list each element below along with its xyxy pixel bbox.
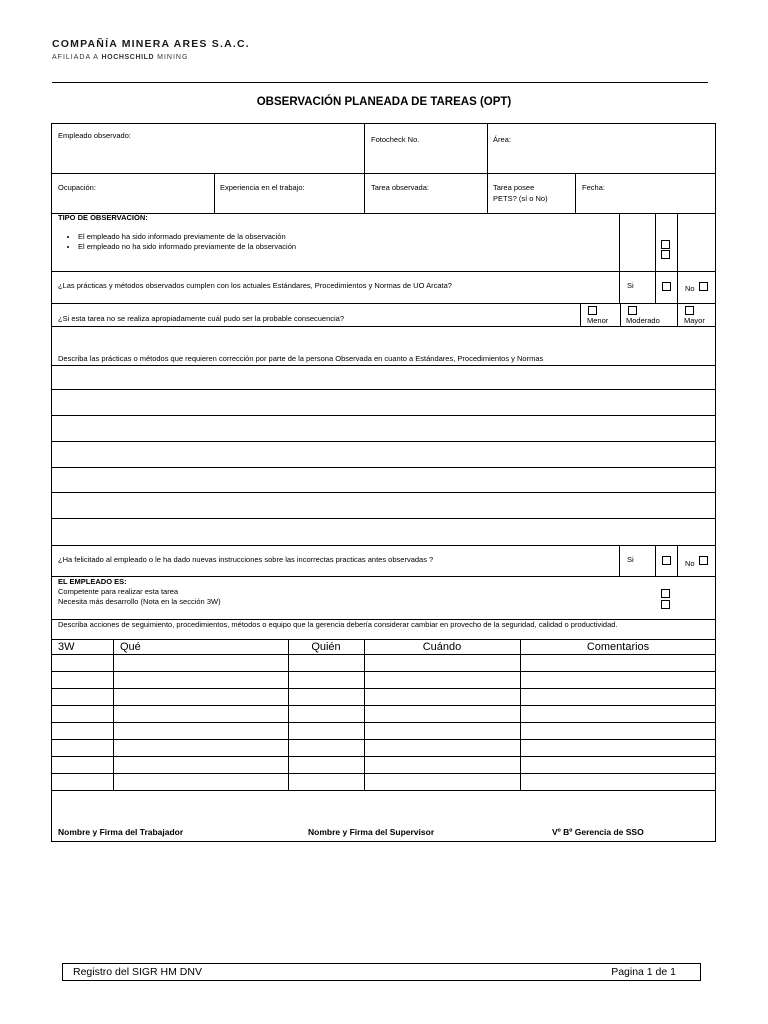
v-table-d (520, 639, 521, 790)
divider-q3 (51, 576, 716, 577)
v-q1-a (619, 271, 620, 303)
describe-acciones-label: Describa acciones de seguimiento, procedimientos, métodos o equipo que la gerencia debería considerar cambiar en provecho de la seguridad, calidad o productividad. (58, 620, 618, 629)
form-frame (51, 123, 716, 842)
company-name: COMPAÑÍA MINERA ARES S.A.C. (52, 38, 250, 50)
firma-trabajador-label: Nombre y Firma del Trabajador (58, 827, 184, 837)
pagina-label: Pagina 1 de 1 (611, 966, 676, 978)
competente-checkbox[interactable] (661, 589, 670, 598)
divider-tipo (51, 271, 716, 272)
header-divider (52, 82, 708, 83)
area-label: Área: (493, 135, 511, 144)
divider-desc2 (51, 639, 716, 640)
divider-q1 (51, 303, 716, 304)
divider-table-row8 (51, 790, 716, 791)
divider-table-header (51, 654, 716, 655)
table-header-cuando: Cuándo (422, 641, 462, 653)
divider-line4 (51, 467, 716, 468)
v-row1-b (487, 123, 488, 173)
moderado-checkbox[interactable] (628, 306, 637, 315)
q3-no-label: No (685, 559, 695, 568)
affiliation-prefix: AFILIADA A (52, 54, 99, 61)
v-row2-b (364, 173, 365, 213)
q3-question: ¿Ha felicitado al empleado o le ha dado nuevas instrucciones sobre las incorrectas practicas antes observadas ? (58, 555, 434, 564)
gerencia-sso-label: Vº Bº Gerencia de SSO (552, 827, 644, 837)
divider-line3 (51, 441, 716, 442)
menor-label: Menor (587, 316, 609, 325)
v-q2-a (580, 303, 581, 326)
v-q1-b (655, 271, 656, 303)
mayor-checkbox[interactable] (685, 306, 694, 315)
divider-table-row4 (51, 722, 716, 723)
footer-box (62, 963, 701, 981)
empleado-es-desarrollo: Necesita más desarrollo (Nota en la sección 3W) (58, 597, 221, 606)
q1-no-label: No (685, 284, 695, 293)
divider-line5 (51, 492, 716, 493)
empleado-es-competente: Competente para realizar esta tarea (58, 587, 179, 596)
table-header-comentarios: Comentarios (586, 641, 650, 653)
fotocheck-label: Fotocheck No. (371, 135, 420, 144)
moderado-label: Moderado (626, 316, 660, 325)
divider-row2 (51, 213, 716, 214)
v-row2-d (575, 173, 576, 213)
v-row2-c (487, 173, 488, 213)
v-table-a (113, 639, 114, 790)
divider-table-row7 (51, 773, 716, 774)
experiencia-label: Experiencia en el trabajo: (220, 183, 305, 192)
v-q3-b (655, 545, 656, 576)
divider-table-row3 (51, 705, 716, 706)
q1-si-label: Si (627, 281, 634, 290)
registro-label: Registro del SIGR HM DNV (73, 966, 202, 978)
affiliation-suffix: MINING (157, 54, 189, 61)
empleado-observado-label: Empleado observado: (58, 131, 131, 140)
q1-no-checkbox[interactable] (699, 282, 708, 291)
table-header-3w: 3W (58, 641, 75, 653)
divider-row1 (51, 173, 716, 174)
q3-si-checkbox[interactable] (662, 556, 671, 565)
divider-line1 (51, 389, 716, 390)
divider-table-row2 (51, 688, 716, 689)
v-table-c (364, 639, 365, 790)
q2-question: ¿Si esta tarea no se realiza apropiadamente cuál pudo ser la probable consecuencia? (58, 314, 345, 323)
v-tipo-a (619, 213, 620, 271)
pets-label-line2: PETS? (sí o No) (493, 194, 548, 203)
v-row2-a (214, 173, 215, 213)
menor-checkbox[interactable] (588, 306, 597, 315)
divider-table-row1 (51, 671, 716, 672)
affiliation-name: HOCHSCHILD (101, 54, 155, 61)
divider-line7 (51, 545, 716, 546)
tipo-item-no-informado: • El empleado no ha sido informado previamente de la observación (78, 242, 296, 252)
tipo-item-informado: • El empleado ha sido informado previamente de la observación (78, 232, 296, 242)
divider-q2 (51, 326, 716, 327)
desarrollo-checkbox[interactable] (661, 600, 670, 609)
q1-question: ¿Las prácticas y métodos observados cumplen con los actuales Estándares, Procedimientos y Normas de UO Arcata? (58, 281, 452, 290)
q1-si-checkbox[interactable] (662, 282, 671, 291)
v-q2-c (677, 303, 678, 326)
document-title: OBSERVACIÓN PLANEADA DE TAREAS (OPT) (256, 96, 512, 108)
describe-practicas-label: Describa las prácticas o métodos que requieren corrección por parte de la persona Observada en cuanto a Estándares, Procedimientos y Normas (58, 354, 544, 363)
pets-label-line1: Tarea posee (493, 183, 535, 192)
tipo-no-informado-checkbox[interactable] (661, 250, 670, 259)
table-header-quien: Quién (311, 641, 341, 653)
divider-line6 (51, 518, 716, 519)
firma-supervisor-label: Nombre y Firma del Supervisor (308, 827, 435, 837)
tarea-observada-label: Tarea observada: (371, 183, 429, 192)
v-q3-a (619, 545, 620, 576)
divider-line2 (51, 415, 716, 416)
v-tipo-c (677, 213, 678, 271)
v-q3-c (677, 545, 678, 576)
v-q1-c (677, 271, 678, 303)
v-table-b (288, 639, 289, 790)
q3-si-label: Si (627, 555, 634, 564)
fecha-label: Fecha: (582, 183, 605, 192)
v-tipo-b (655, 213, 656, 271)
tipo-observacion-heading: TIPO DE OBSERVACIÓN: (58, 213, 148, 222)
company-affiliation (52, 54, 188, 61)
table-header-que: Qué (120, 641, 141, 653)
tipo-observacion-list (60, 232, 296, 251)
tipo-informado-checkbox[interactable] (661, 240, 670, 249)
v-row1-a (364, 123, 365, 173)
q3-no-checkbox[interactable] (699, 556, 708, 565)
ocupacion-label: Ocupación: (58, 183, 96, 192)
divider-table-row5 (51, 739, 716, 740)
divider-table-row6 (51, 756, 716, 757)
v-q2-b (620, 303, 621, 326)
mayor-label: Mayor (684, 316, 705, 325)
divider-desc1 (51, 365, 716, 366)
empleado-es-heading: EL EMPLEADO ES: (58, 577, 127, 586)
